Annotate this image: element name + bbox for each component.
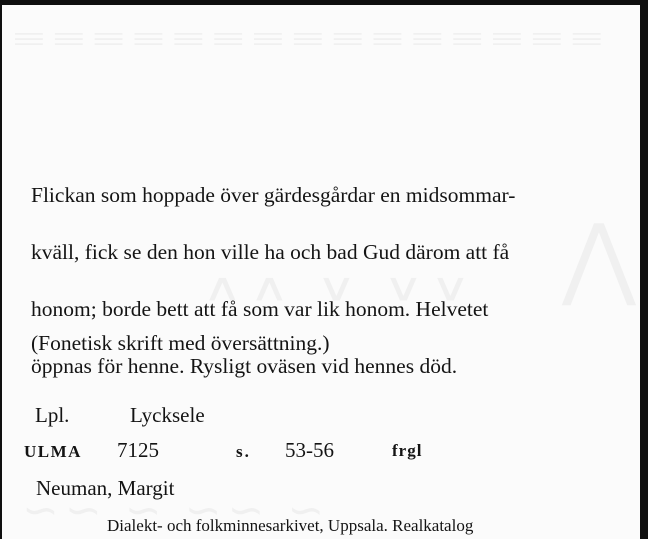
bleed-through-text xyxy=(12,19,610,60)
pages-value: 53-56 xyxy=(285,438,334,462)
description-line: Flickan som hoppade över gärdesgårdar en midsommar- xyxy=(31,182,516,207)
scan-border xyxy=(640,0,648,539)
description-line: kväll, fick se den hon ville ha och bad Gud därom att få xyxy=(31,239,510,264)
pages-label: s. xyxy=(236,442,251,461)
place-label: Lpl. xyxy=(35,403,70,427)
category-code: frgl xyxy=(392,441,423,460)
collector-name: Neuman, Margit xyxy=(36,476,175,500)
description-line: honom; borde bett att få som var lik honom. Helvetet xyxy=(31,296,489,321)
description xyxy=(31,152,611,409)
note: (Fonetisk skrift med översättning.) xyxy=(31,331,330,355)
archive-footer: Dialekt- och folkminnesarkivet, Uppsala. Realkatalog xyxy=(107,516,474,535)
archive-number: 7125 xyxy=(117,438,159,462)
description-line: öppnas för henne. Rysligt oväsen vid hennes död. xyxy=(31,353,458,378)
archive-label: ULMA xyxy=(24,442,82,461)
place-value: Lycksele xyxy=(130,403,205,427)
catalog-card xyxy=(2,5,640,539)
